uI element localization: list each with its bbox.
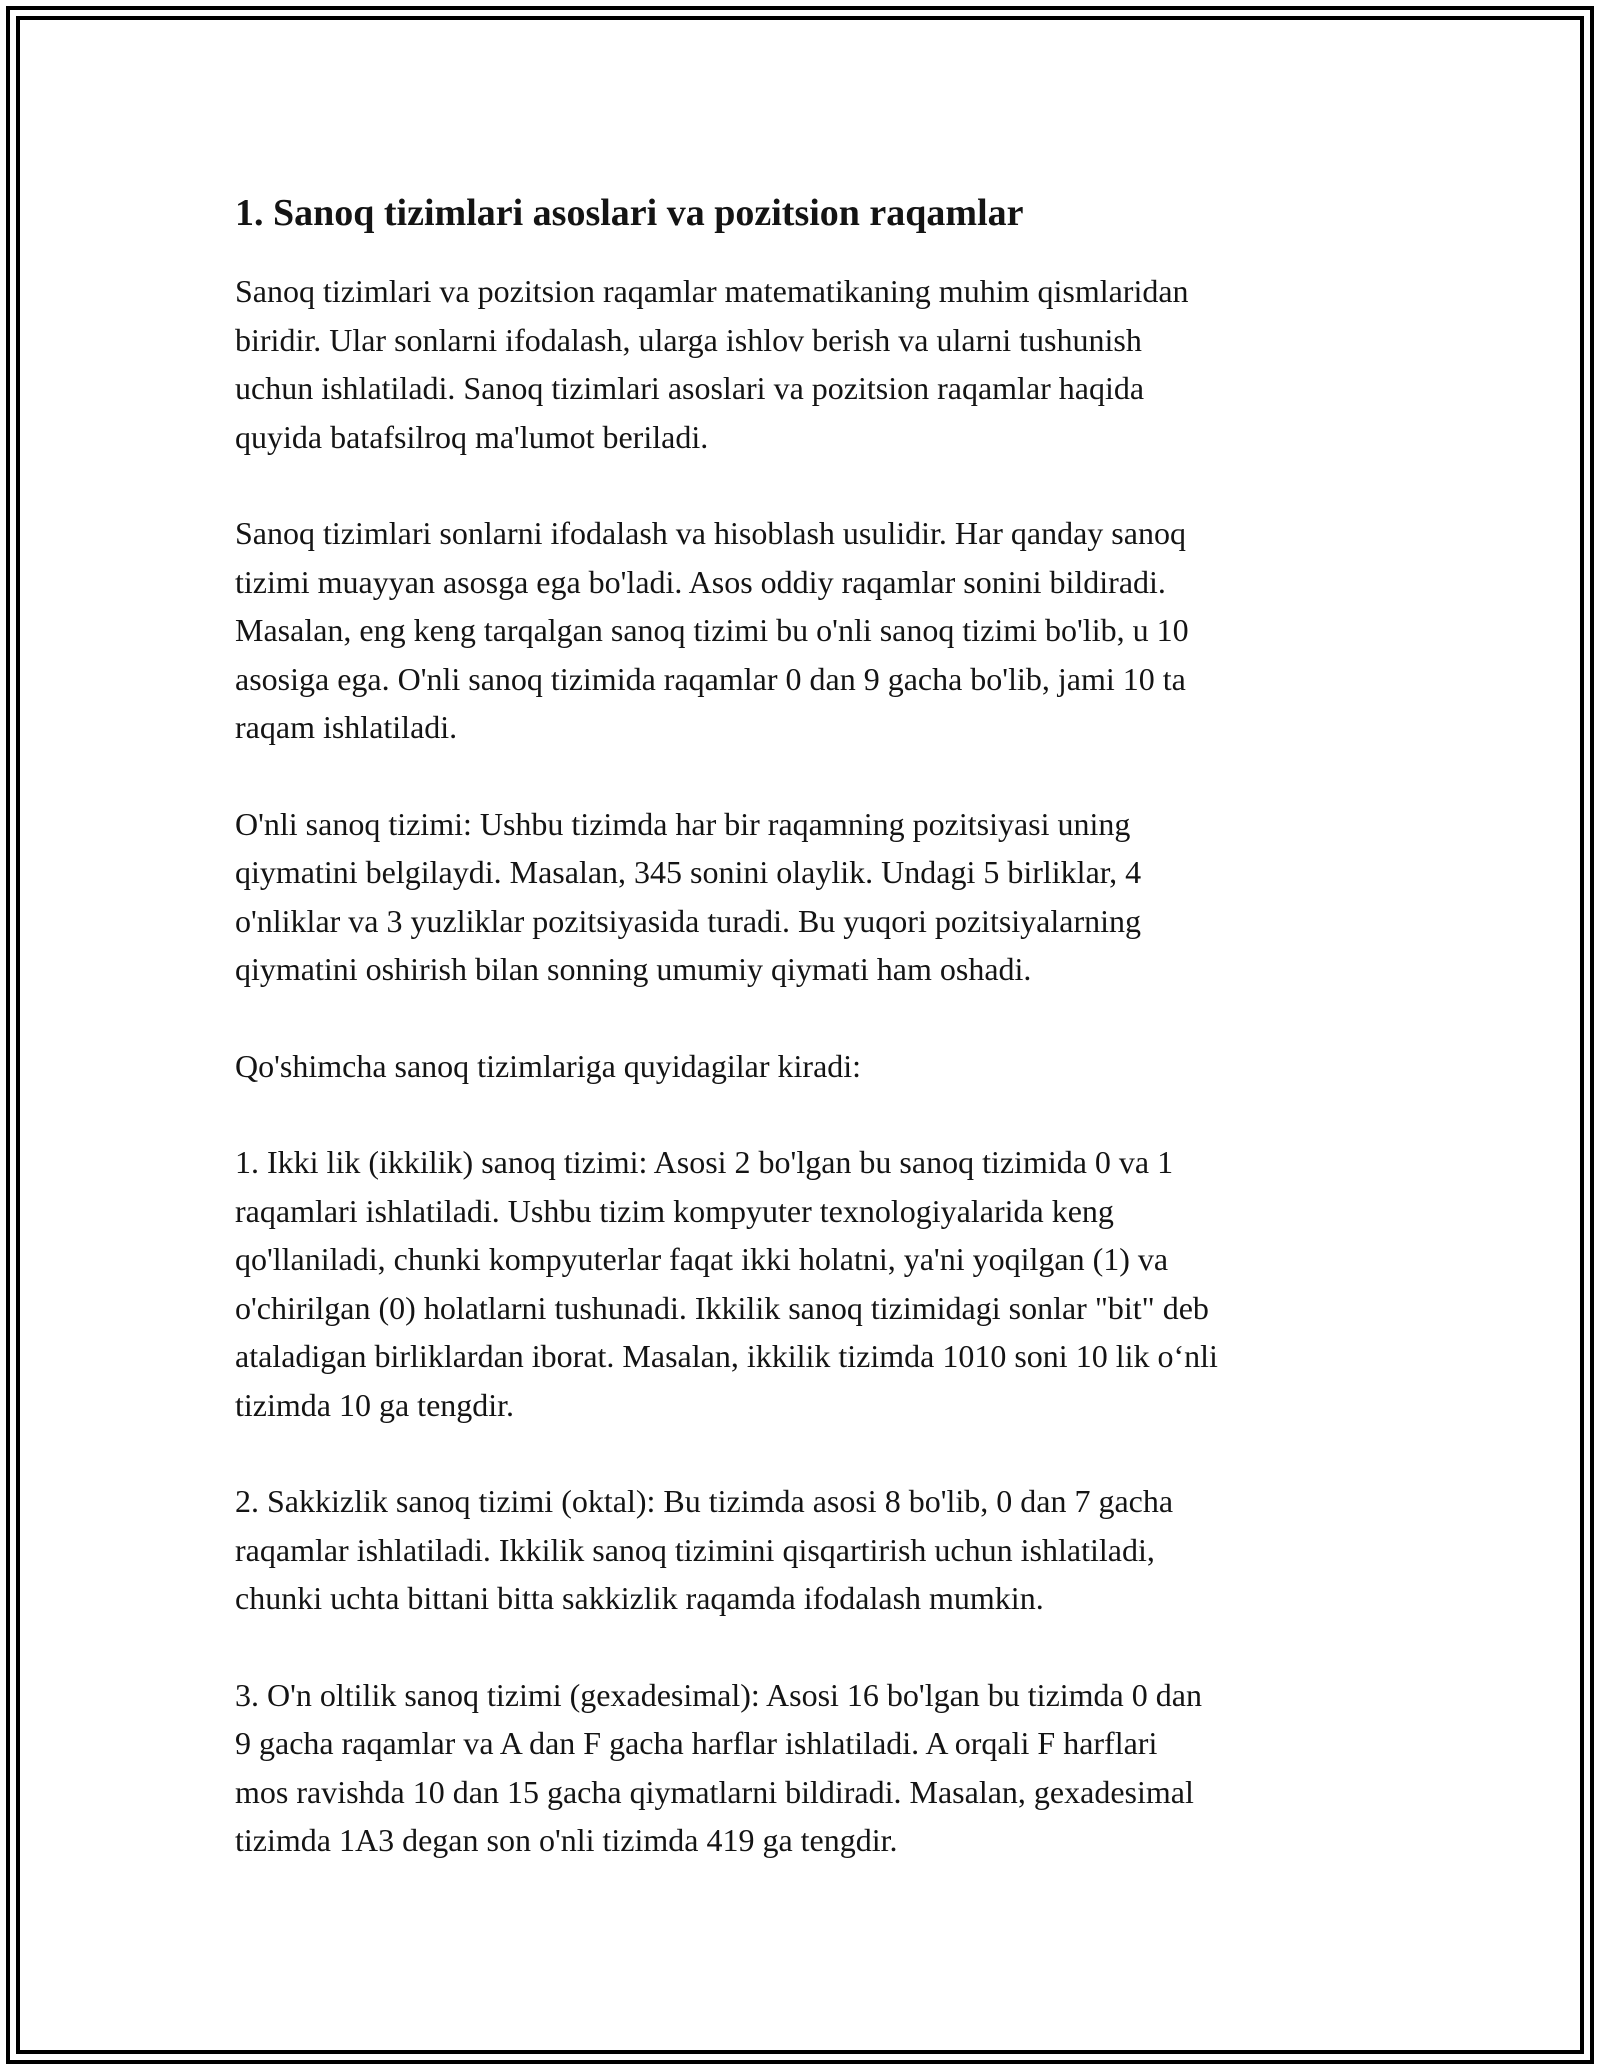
list-item-octal: 2. Sakkizlik sanoq tizimi (oktal): Bu tizimda asosi 8 bo'lib, 0 dan 7 gacha raqamlar ishlatiladi. Ikkilik sanoq tizimini qisqartirish uchun ishlatiladi, chunki uchta bittani bitta sakkizlik raqamda ifodalash mumkin. — [235, 1483, 1174, 1616]
list-item-binary: 1. Ikki lik (ikkilik) sanoq tizimi: Asosi 2 bo'lgan bu sanoq tizimida 0 va 1 raqamlari ishlatiladi. Ushbu tizim kompyuter texnologiyalarida keng qo'llaniladi, chunki kompyuterlar faqat ikki holatni, ya'ni yoqilgan (1) va o'chirilgan (0) holatlarni tushunadi. Ikkilik sanoq tizimidagi sonlar "bit" deb ataladigan birliklardan iborat. Masalan, ikkilik tizimda 1010 soni 10 lik o‘nli tizimda 10 ga tengdir. — [235, 1144, 1218, 1423]
document-title: 1. Sanoq tizimlari asoslari va pozitsion raqamlar — [235, 192, 1024, 234]
paragraph-intro: Sanoq tizimlari va pozitsion raqamlar matematikaning muhim qismlaridan biridir. Ular sonlarni ifodalash, ularga ishlov berish va ularni tushunish uchun ishlatiladi. Sanoq tizimlari asoslari va pozitsion raqamlar haqida quyida batafsilroq ma'lumot beriladi. — [235, 273, 1189, 455]
paragraph-number-systems: Sanoq tizimlari sonlarni ifodalash va hisoblash usulidir. Har qanday sanoq tizimi muayyan asosga ega bo'ladi. Asos oddiy raqamlar sonini bildiradi. Masalan, eng keng tarqalgan sanoq tizimi bu o'nli sanoq tizimi bo'lib, u 10 asosiga ega. O'nli sanoq tizimida raqamlar 0 dan 9 gacha bo'lib, jami 10 ta raqam ishlatiladi. — [235, 515, 1189, 745]
paragraph-additional-systems: Qo'shimcha sanoq tizimlariga quyidagilar kiradi: — [235, 1047, 862, 1084]
document-body — [235, 185, 1375, 1913]
list-item-hexadecimal: 3. O'n oltilik sanoq tizimi (gexadesimal): Asosi 16 bo'lgan bu tizimda 0 dan 9 gacha raqamlar va A dan F gacha harflar ishlatiladi. A orqali F harflari mos ravishda 10 dan 15 gacha qiymatlarni bildiradi. Masalan, gexadesimal tizimda 1A3 degan son o'nli tizimda 419 ga tengdir. — [235, 1676, 1202, 1858]
paragraph-decimal-system: O'nli sanoq tizimi: Ushbu tizimda har bir raqamning pozitsiyasi uning qiymatini belgilaydi. Masalan, 345 sonini olaylik. Undagi 5 birliklar, 4 o'nliklar va 3 yuzliklar pozitsiyasida turadi. Bu yuqori pozitsiyalarning qiymatini oshirish bilan sonning umumiy qiymati ham oshadi. — [235, 805, 1142, 987]
